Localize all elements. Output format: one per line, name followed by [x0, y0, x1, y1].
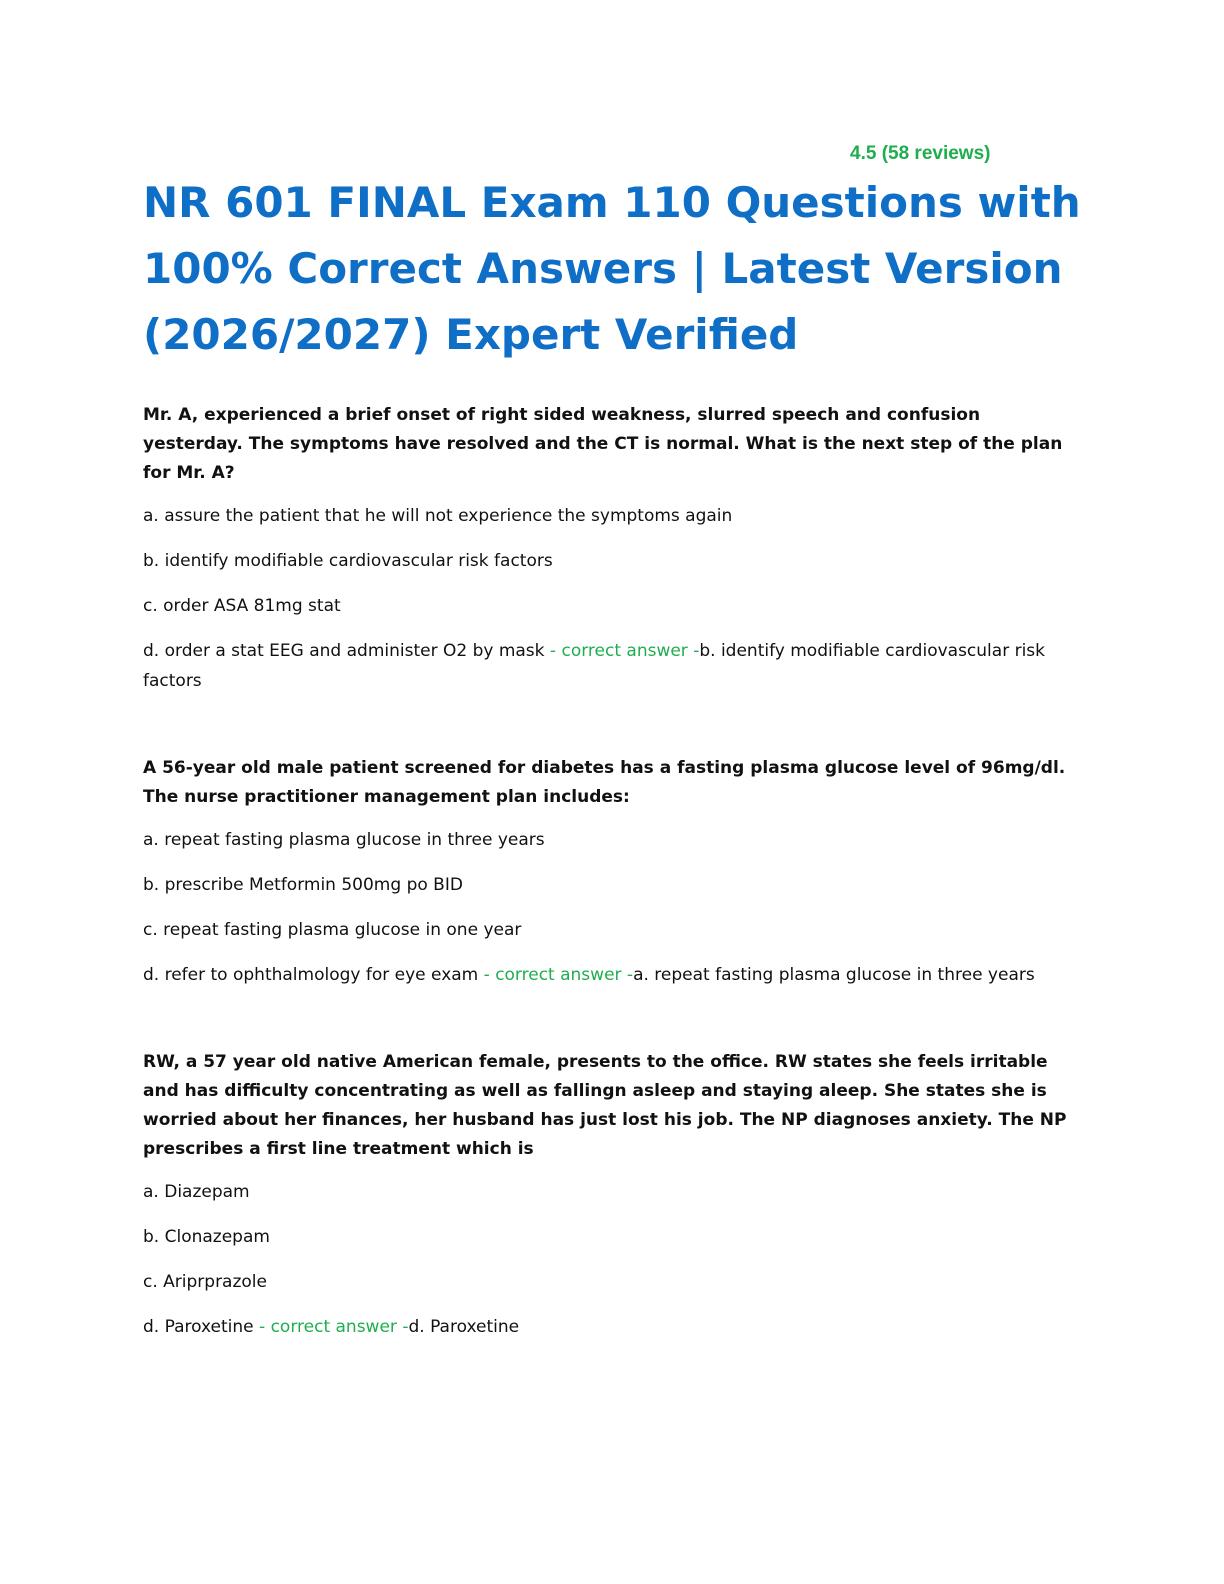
correct-answer-marker: - correct answer -: [478, 965, 634, 985]
answer-option-with-key: [143, 1312, 1078, 1342]
correct-answer-text: a. repeat fasting plasma glucose in three years: [633, 965, 1035, 985]
question-block: [143, 754, 1078, 990]
answer-option-text: d. Paroxetine: [143, 1317, 254, 1337]
correct-answer-text: b. identify modifiable cardiovascular risk factors: [143, 641, 1045, 691]
rating-summary: 4.5 (58 reviews): [850, 143, 991, 164]
answer-option: a. Diazepam: [143, 1182, 250, 1202]
question-text: A 56-year old male patient screened for diabetes has a fasting plasma glucose level of 96mg/dl. The nurse practitioner management plan includes:: [143, 758, 1066, 807]
correct-answer-text: d. Paroxetine: [408, 1317, 520, 1337]
spacer: [143, 696, 1078, 754]
answer-option: c. order ASA 81mg stat: [143, 596, 341, 616]
question-block: [143, 1048, 1078, 1342]
correct-answer-marker: - correct answer -: [253, 1317, 409, 1337]
answer-option: b. identify modifiable cardiovascular risk factors: [143, 551, 553, 571]
question-block: [143, 401, 1078, 696]
correct-answer-marker: - correct answer -: [544, 641, 700, 661]
spacer: [143, 990, 1078, 1048]
answer-option-text: d. refer to ophthalmology for eye exam: [143, 965, 479, 985]
question-text: RW, a 57 year old native American female, presents to the office. RW states she feels irritable and has difficulty concentrating as well as fallingn asleep and staying aleep. She states she is worried about her finances, her husband has just lost his job. The NP diagnoses anxiety. The NP prescribes a first line treatment which is: [143, 1052, 1067, 1159]
question-list: [143, 401, 1078, 1342]
answer-option: c. repeat fasting plasma glucose in one year: [143, 920, 522, 940]
answer-option-text: d. order a stat EEG and administer O2 by mask: [143, 641, 545, 661]
answer-option-with-key: [143, 960, 1078, 990]
answer-option: a. repeat fasting plasma glucose in three years: [143, 830, 545, 850]
answer-option: b. Clonazepam: [143, 1227, 270, 1247]
answer-option: c. Ariprprazole: [143, 1272, 267, 1292]
question-text: Mr. A, experienced a brief onset of right sided weakness, slurred speech and confusion yesterday. The symptoms have resolved and the CT is normal. What is the next step of the plan for Mr. A?: [143, 405, 1063, 483]
document-title: NR 601 FINAL Exam 110 Questions with 100% Correct Answers | Latest Version (2026/2027) Expert Verified: [143, 178, 1081, 359]
answer-option: a. assure the patient that he will not experience the symptoms again: [143, 506, 733, 526]
answer-option-with-key: [143, 636, 1078, 696]
answer-option: b. prescribe Metformin 500mg po BID: [143, 875, 463, 895]
